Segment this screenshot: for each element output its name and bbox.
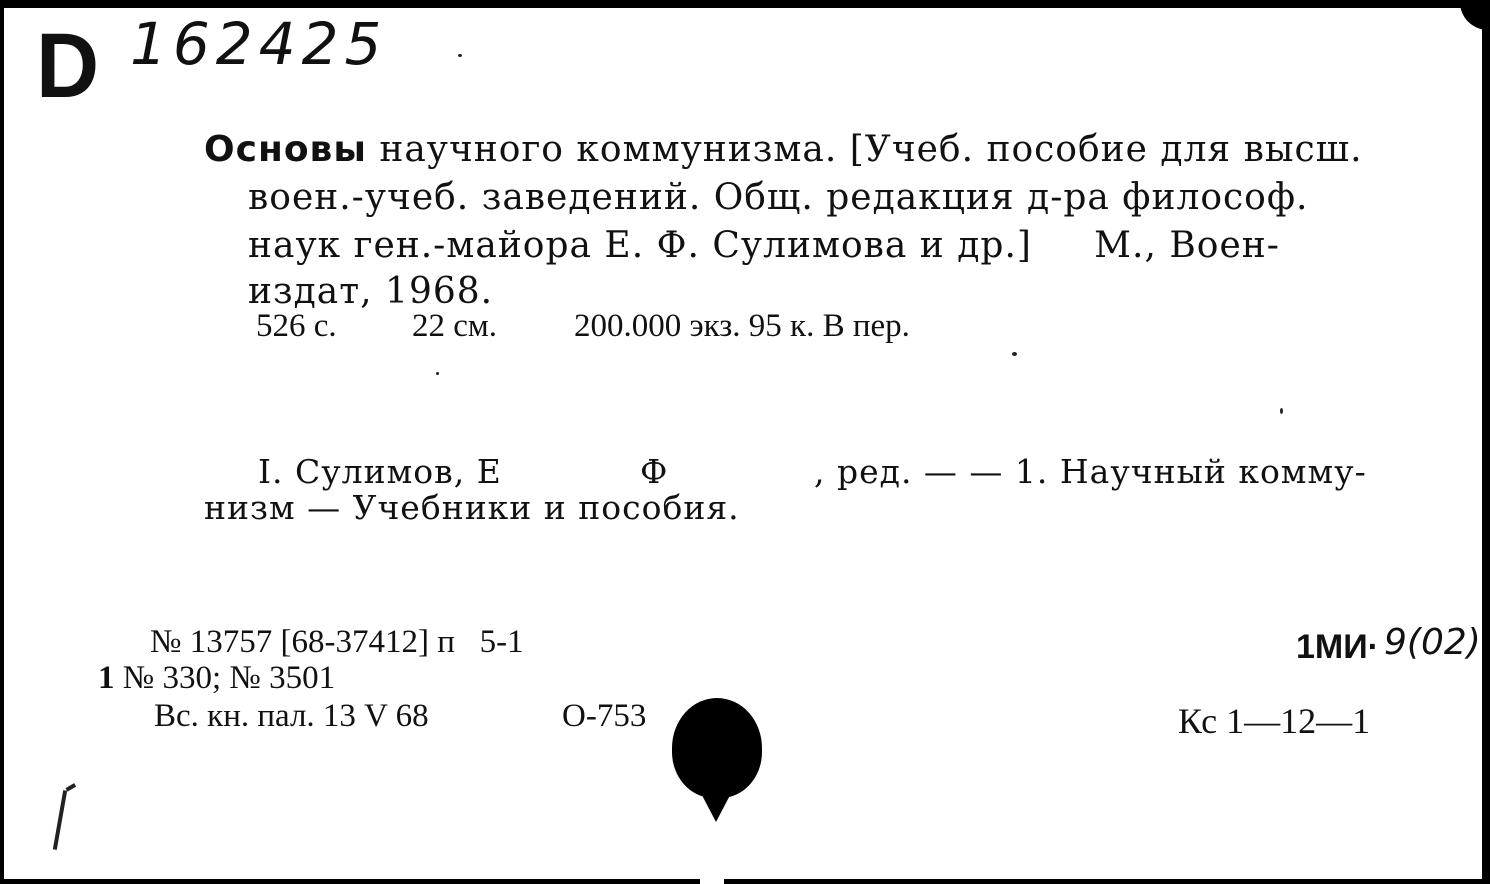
record-number: № 13757 [68-37412] п 5-1 bbox=[150, 624, 524, 660]
tracing-author: I. Сулимов, Е bbox=[258, 452, 502, 491]
classification-printed: 1МИ· bbox=[1296, 628, 1379, 666]
entry-title-rest: научного коммунизма. [Учеб. пособие для высш. bbox=[366, 129, 1363, 170]
entry-line-1 bbox=[204, 126, 1363, 174]
speck bbox=[436, 372, 439, 375]
tracing-subject-cont: низм — Учебники и пособия. bbox=[204, 488, 740, 527]
pencil-mark bbox=[53, 790, 67, 850]
book-chamber: Вс. кн. пал. 13 V 68 bbox=[154, 698, 429, 734]
card-top-edge bbox=[0, 0, 1490, 8]
tracing-subject: , ред. — — 1. Научный комму- bbox=[814, 452, 1367, 491]
card-left-edge bbox=[0, 0, 4, 884]
record-code: О-753 bbox=[562, 698, 647, 734]
classification-mark: Кс 1—12—1 bbox=[1178, 701, 1371, 741]
entry-line-2: воен.-учеб. заведений. Общ. редакция д-ра философ. bbox=[248, 177, 1309, 218]
tracing-initial: Ф bbox=[640, 452, 669, 491]
collation-print-run: 200.000 экз. 95 к. В пер. bbox=[574, 308, 910, 344]
classification-handwritten: 9(02) bbox=[1384, 622, 1481, 663]
entry-title-lead: Основы bbox=[204, 129, 367, 170]
collation-size: 22 см. bbox=[412, 308, 498, 344]
call-number: 162425 bbox=[130, 10, 388, 78]
call-letter: D bbox=[36, 15, 100, 117]
punch-hole-tail bbox=[694, 780, 738, 822]
card-bottom-notch bbox=[700, 879, 724, 884]
speck bbox=[458, 54, 462, 57]
collation-pages: 526 с. bbox=[256, 308, 337, 344]
card-bottom-edge bbox=[0, 879, 1490, 884]
card-right-edge bbox=[1482, 0, 1490, 884]
entry-line-4: издат, 1968. bbox=[248, 271, 494, 312]
record-count-text: № 330; № 3501 bbox=[122, 660, 336, 696]
record-count bbox=[98, 660, 335, 697]
record-count-prefix: 1 bbox=[98, 660, 115, 696]
speck bbox=[1280, 408, 1283, 414]
card-corner bbox=[1460, 0, 1490, 30]
entry-line-3: наук ген.-майора Е. Ф. Сулимова и др.] М., Воен- bbox=[248, 225, 1280, 266]
speck bbox=[1012, 352, 1017, 356]
